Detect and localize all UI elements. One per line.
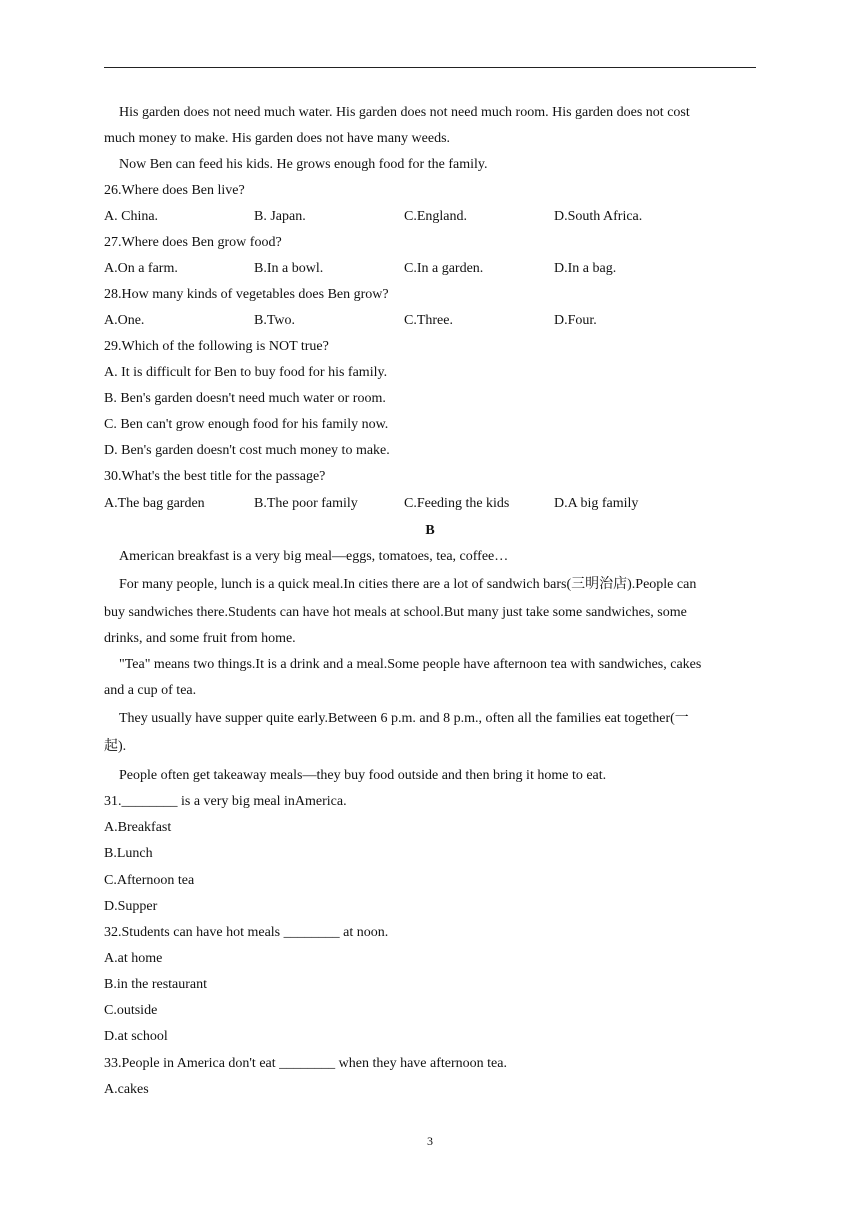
option-29-a: A. It is difficult for Ben to buy food for his family. [104, 365, 388, 380]
option-26-c: C.England. [404, 209, 467, 224]
question-33: 33.People in America don't eat ________ when they have afternoon tea. [104, 1056, 507, 1071]
option-31-c: C.Afternoon tea [104, 873, 195, 888]
question-28: 28.How many kinds of vegetables does Ben grow? [104, 287, 389, 302]
option-29-c: C. Ben can't grow enough food for his family now. [104, 417, 389, 432]
header-rule [104, 67, 756, 68]
option-27-d: D.In a bag. [554, 261, 617, 276]
option-26-d: D.South Africa. [554, 209, 643, 224]
option-28-d: D.Four. [554, 313, 597, 328]
passage-b-line: 起). [104, 739, 127, 754]
question-27: 27.Where does Ben grow food? [104, 235, 282, 250]
question-31: 31.________ is a very big meal inAmerica. [104, 794, 347, 809]
page-number: 3 [427, 1134, 433, 1148]
option-27-a: A.On a farm. [104, 261, 178, 276]
option-28-a: A.One. [104, 313, 145, 328]
option-32-b: B.in the restaurant [104, 977, 208, 992]
option-32-a: A.at home [104, 951, 163, 966]
option-28-b: B.Two. [254, 313, 296, 328]
option-33-a: A.cakes [104, 1082, 149, 1097]
passage-b-line: and a cup of tea. [104, 683, 197, 698]
passage-b-line: For many people, lunch is a quick meal.In cities there are a lot of sandwich bars(三明治店).People can [119, 577, 697, 592]
option-26-a: A. China. [104, 209, 159, 224]
option-29-d: D. Ben's garden doesn't cost much money to make. [104, 443, 390, 458]
passage-b-line: "Tea" means two things.It is a drink and a meal.Some people have afternoon tea with sandwiches, cakes [119, 657, 702, 672]
passage-b-line: People often get takeaway meals—they buy food outside and then bring it home to eat. [119, 768, 607, 783]
option-29-b: B. Ben's garden doesn't need much water or room. [104, 391, 386, 406]
question-30: 30.What's the best title for the passage? [104, 469, 326, 484]
question-32: 32.Students can have hot meals ________ at noon. [104, 925, 389, 940]
passage-b-line: American breakfast is a very big meal—eggs, tomatoes, tea, coffee… [119, 549, 509, 564]
option-30-b: B.The poor family [254, 496, 358, 511]
option-32-c: C.outside [104, 1003, 158, 1018]
passage-a-line: His garden does not need much water. His garden does not need much room. His garden does not cost [119, 105, 690, 120]
option-32-d: D.at school [104, 1029, 168, 1044]
option-31-b: B.Lunch [104, 846, 153, 861]
passage-a-line: much money to make. His garden does not have many weeds. [104, 131, 451, 146]
option-30-c: C.Feeding the kids [404, 496, 510, 511]
passage-a-line: Now Ben can feed his kids. He grows enough food for the family. [119, 157, 488, 172]
passage-b-line: They usually have supper quite early.Between 6 p.m. and 8 p.m., often all the families eat together(一 [119, 711, 689, 726]
option-31-d: D.Supper [104, 899, 158, 914]
question-29: 29.Which of the following is NOT true? [104, 339, 329, 354]
passage-b-line: drinks, and some fruit from home. [104, 631, 296, 646]
passage-b-line: buy sandwiches there.Students can have hot meals at school.But many just take some sandwiches, some [104, 605, 687, 620]
option-27-c: C.In a garden. [404, 261, 484, 276]
option-28-c: C.Three. [404, 313, 453, 328]
option-26-b: B. Japan. [254, 209, 306, 224]
option-27-b: B.In a bowl. [254, 261, 324, 276]
question-26: 26.Where does Ben live? [104, 183, 245, 198]
option-30-a: A.The bag garden [104, 496, 205, 511]
section-b-heading: B [425, 523, 435, 538]
option-30-d: D.A big family [554, 496, 639, 511]
option-31-a: A.Breakfast [104, 820, 172, 835]
